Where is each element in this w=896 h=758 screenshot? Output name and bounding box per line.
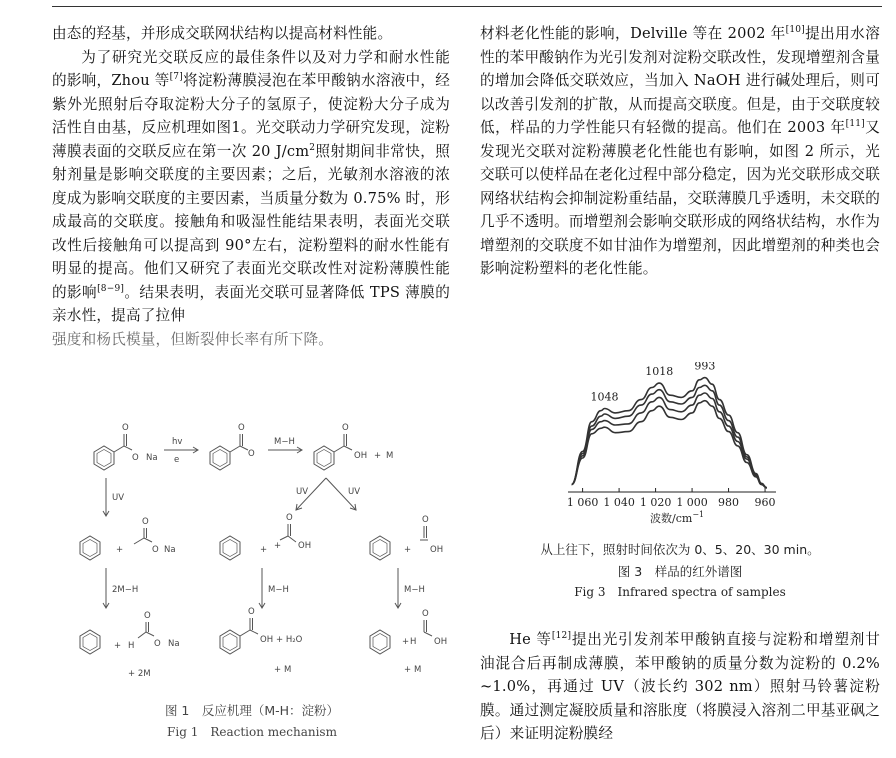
svg-text:H: H [128, 641, 135, 651]
svg-text:+: + [116, 545, 124, 555]
benzene-1 [80, 630, 100, 654]
svg-text:Na: Na [146, 453, 158, 463]
svg-text:O: O [142, 517, 149, 527]
svg-text:M: M [386, 451, 394, 461]
peak-label-993: 993 [694, 362, 716, 373]
svg-text:+: + [402, 637, 410, 647]
svg-text:+: + [114, 641, 122, 651]
svg-text:Na: Na [168, 639, 180, 649]
figure-1-caption-cn: 图 1 反应机理（M-H：淀粉） [164, 703, 340, 718]
label-2mh: 2M−H [112, 585, 139, 595]
benzene-2 [370, 630, 390, 654]
svg-text:O: O [238, 423, 245, 433]
x-tick-label: 980 [718, 496, 740, 509]
label-mh: M−H [274, 437, 295, 447]
svg-text:+ 2M: + 2M [128, 669, 151, 679]
svg-text:OH: OH [260, 635, 274, 645]
label-hv: hv [172, 437, 183, 447]
svg-text:M: M [284, 665, 292, 675]
benzoic-acid-ring-2 [220, 618, 258, 654]
phenyl-radical-2 [220, 536, 240, 560]
label-uv-1: UV [112, 493, 125, 503]
svg-text:+: + [260, 545, 268, 555]
x-axis-label: 波数$/cm^{-1}$ [650, 510, 705, 525]
citation-11[interactable]: [11] [845, 119, 865, 130]
svg-text:OH: OH [298, 541, 312, 551]
label-o: O [122, 423, 129, 433]
svg-text:+ H₂O: + H₂O [276, 635, 303, 645]
paragraph-intro-end: 由态的羟基，并形成交联网状结构以提高材料性能。 [52, 25, 393, 42]
paragraph-delville: 材料老化性能的影响，Delville 等在 2002 年[10]提出用水溶性的苯甲酸钠作为光引发剂对淀粉交联改性，发现增塑剂含量的增加会降低交联效应，当加入 NaOH 进行碱处理后，则可以改善引发剂的扩散，从而提高交联度。但是，由于交联度较低，样品的力学性能只有轻微的提高。他们在 2003 年[11]又发现光交联对淀粉薄膜老化性能也有影响，如图 2 所示，光交联可以使样品在老化过程中部分稳定，因为光交联形成交联网络状结构会抑制淀粉重结晶，交联薄膜几乎透明，未交联的几乎不透明。而增塑剂会影响交联形成的网络状结构，水作为增塑剂的交联度不如甘油作为增塑剂，因此增塑剂的种类也会影响淀粉塑料的老化性能。 [480, 25, 881, 277]
citation-10[interactable]: [10] [785, 25, 805, 36]
svg-text:O: O [132, 453, 139, 463]
svg-text:M−H: M−H [268, 585, 289, 595]
citation-12[interactable]: [12] [551, 631, 572, 642]
ir-spectrum-chart [480, 362, 880, 538]
paragraph-he: He 等[12]提出光引发剂苯甲酸钠直接与淀粉和增塑剂甘油混合后再制成薄膜，苯甲酸钠的质量分数为淀粉的 0.2% ~1.0%，再通过 UV（波长约 302 nm）照射马铃薯淀粉膜。通过测定凝胶质量和溶胀度（将膜浸入溶剂二甲基亚砜之后）来证明淀粉膜经 [480, 631, 880, 742]
figure-1-reaction-mechanism [52, 418, 452, 758]
benzoate-ring-2 [210, 434, 248, 470]
x-tick-label: 1 040 [603, 496, 635, 509]
label-uv-2: UV [296, 487, 309, 497]
svg-text:M−H: M−H [404, 585, 425, 595]
svg-text:O: O [248, 449, 255, 459]
svg-text:O: O [152, 545, 159, 555]
figure-3-caption-en: Fig 3 Infrared spectra of samples [574, 585, 786, 599]
svg-text:O: O [144, 611, 151, 621]
svg-text:OH: OH [430, 545, 444, 555]
svg-text:Na: Na [164, 545, 176, 555]
svg-text:O: O [422, 609, 429, 619]
x-tick-label: 960 [754, 496, 776, 509]
x-tick-label: 1 020 [639, 496, 672, 509]
svg-text:+: + [404, 545, 412, 555]
svg-text:+: + [404, 665, 412, 675]
figure-3-note: 从上往下，照射时间依次为 0、5、20、30 min。 [540, 542, 820, 557]
peak-label-1018: 1018 [645, 365, 674, 379]
svg-text:O: O [248, 607, 255, 617]
label-e: e [174, 455, 180, 465]
x-tick-label: 1 000 [676, 496, 708, 509]
svg-text:M: M [414, 665, 422, 675]
phenyl-radical-3 [370, 536, 390, 560]
citation-8-9[interactable]: [8−9] [97, 283, 125, 294]
left-column [52, 22, 450, 351]
svg-text:+: + [374, 451, 382, 461]
figure-1-caption-en: Fig 1 Reaction mechanism [167, 725, 337, 739]
spectrum-line-30-min [572, 401, 767, 488]
svg-text:O: O [422, 515, 429, 525]
svg-text:OH: OH [434, 637, 448, 647]
x-tick-label: 1 060 [566, 496, 599, 509]
svg-text:+: + [274, 541, 282, 551]
benzoic-acid-ring-1 [314, 434, 352, 470]
right-column [480, 22, 880, 281]
svg-text:OH: OH [354, 451, 368, 461]
svg-text:+: + [274, 665, 282, 675]
peak-label-1048: 1048 [590, 390, 619, 404]
figure-3-ir-spectra [480, 362, 880, 602]
paragraph-zhou: 为了研究光交联反应的最佳条件以及对力学和耐水性能的影响，Zhou 等[7]将淀粉薄膜浸泡在苯甲酸钠水溶液中，经紫外光照射后夺取淀粉大分子的氢原子，使淀粉大分子成为活性自由基，反应机理如图1。光交联动力学研究发现，淀粉薄膜表面的交联反应在第一次 20 $J/cm^2$照射期间非常快，照射剂量是影响交联度的主要因素；之后，光敏剂水溶液的浓度成为影响交联度的主要因素，当质量分数为 0.75% 时，形成最高的交联度。接触角和吸湿性能结果表明，表面光交联改性后接触角可以提高到 90°左右，淀粉塑料的耐水性能有明显的提高。他们又研究了表面光交联改性对淀粉薄膜性能的影响[8−9]。结果表明，表面光交联可显著降低 TPS 薄膜的亲水性，提高了拉伸 [52, 48, 450, 324]
citation-7[interactable]: [7] [169, 72, 183, 83]
label-uv-3: UV [348, 487, 361, 497]
spectrum-line-20-min [572, 393, 767, 488]
svg-text:O: O [154, 639, 161, 649]
paragraph-zhou-end: 强度和杨氏模量，但断裂伸长率有所下降。 [52, 330, 334, 348]
svg-text:O: O [342, 423, 349, 433]
svg-text:O: O [286, 513, 293, 523]
reaction-scheme [52, 418, 452, 700]
phenyl-radical-1 [80, 536, 100, 560]
figure-3-caption-cn: 图 3 样品的红外谱图 [617, 564, 743, 579]
svg-text:H: H [410, 637, 417, 647]
header-rule [52, 6, 882, 7]
benzoate-ring-1 [94, 434, 132, 470]
